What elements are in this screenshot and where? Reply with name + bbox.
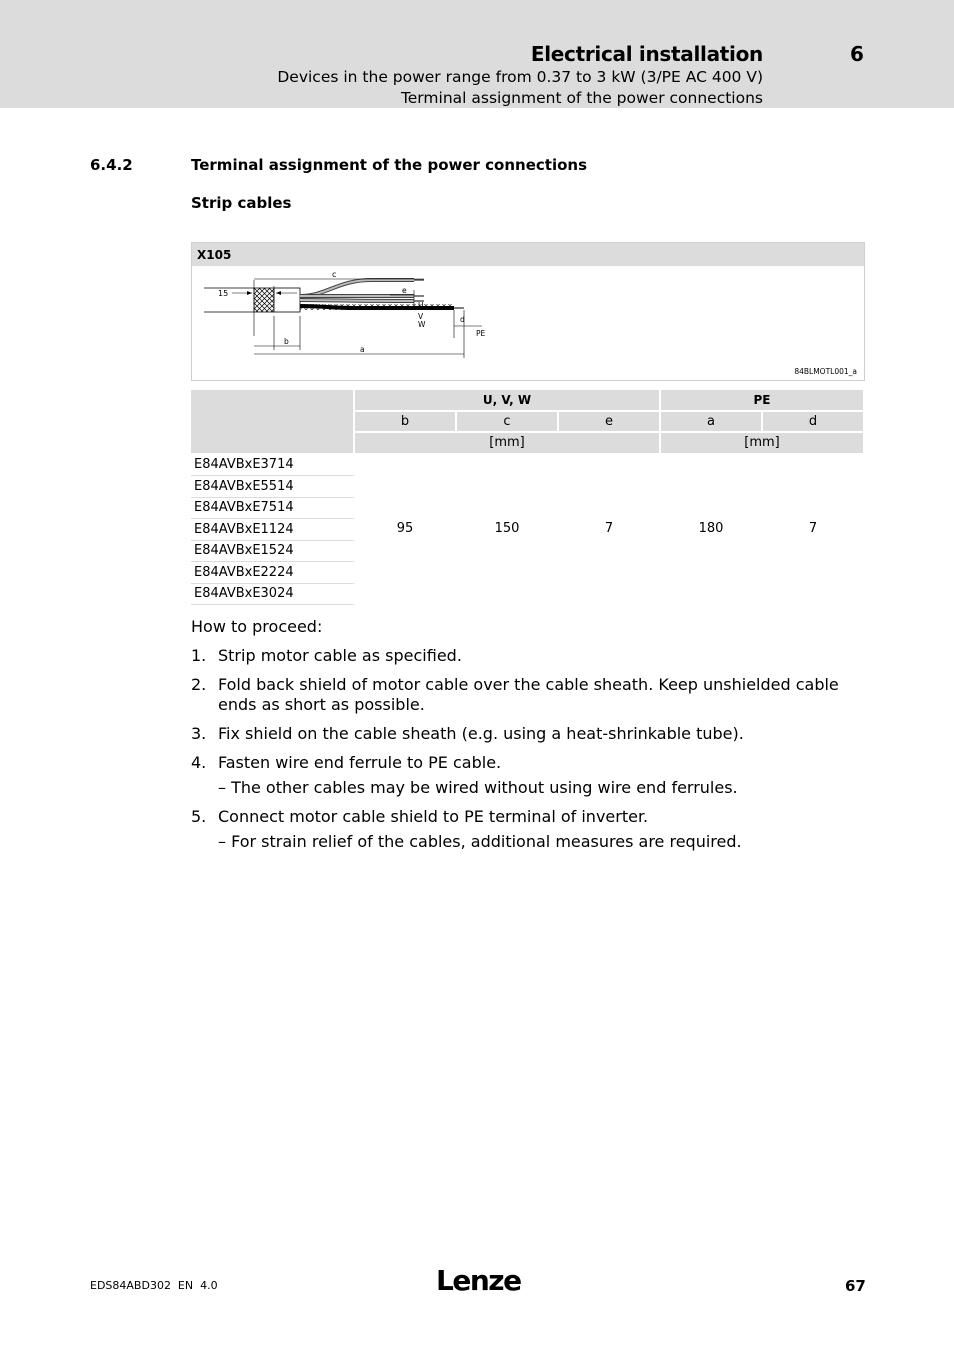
lenze-logo: Lenze	[436, 1264, 521, 1297]
value-b: 95	[355, 455, 457, 606]
label-pe: PE	[476, 329, 486, 338]
header-subtitle: Devices in the power range from 0.37 to 3 kW (3/PE AC 400 V)	[277, 68, 763, 86]
label-u: U	[418, 301, 424, 310]
col-d: d	[763, 412, 865, 434]
figure-label: X105	[192, 243, 864, 266]
device-row: E84AVBxE1124	[191, 519, 355, 541]
label-w: W	[418, 320, 426, 329]
chapter-number: 6	[850, 42, 864, 66]
procedure-steps	[191, 646, 865, 861]
header-subtitle-2: Terminal assignment of the power connections	[400, 89, 763, 107]
cable-strip-figure	[191, 242, 865, 381]
section-title: Terminal assignment of the power connections	[191, 156, 587, 174]
dim-15: 15	[218, 289, 229, 298]
chapter-title: Electrical installation	[530, 42, 763, 66]
device-row: E84AVBxE7514	[191, 498, 355, 520]
dim-b: b	[284, 337, 289, 346]
value-d: 7	[763, 455, 865, 606]
value-e: 7	[559, 455, 661, 606]
dim-d: d	[460, 315, 465, 324]
step-note: – For strain relief of the cables, additional measures are required.	[218, 832, 742, 851]
col-a: a	[661, 412, 763, 434]
unit-pe: [mm]	[661, 433, 865, 455]
step-item: 1. Strip motor cable as specified.	[191, 646, 462, 665]
value-a: 180	[661, 455, 763, 606]
label-v: V	[418, 312, 424, 321]
device-row: E84AVBxE1524	[191, 541, 355, 563]
figure-reference: 84BLMOTL001_a	[794, 367, 857, 376]
strip-length-table	[191, 390, 865, 605]
document-id: EDS84ABD302 EN 4.0	[90, 1279, 218, 1292]
dim-c: c	[332, 270, 337, 279]
group-pe: PE	[661, 390, 865, 412]
col-c: c	[457, 412, 559, 434]
step-item: 3. Fix shield on the cable sheath (e.g. using a heat-shrinkable tube).	[191, 724, 744, 743]
device-row: E84AVBxE3714	[191, 455, 355, 477]
cable-diagram	[192, 266, 864, 380]
procedure-intro: How to proceed:	[191, 617, 323, 636]
group-uvw: U, V, W	[355, 390, 661, 412]
value-c: 150	[457, 455, 559, 606]
table-corner	[191, 390, 355, 455]
dim-e: e	[402, 286, 407, 295]
step-item: 4. Fasten wire end ferrule to PE cable. – The other cables may be wired without using wire end ferrules.	[191, 753, 865, 798]
col-b: b	[355, 412, 457, 434]
step-item: 2. Fold back shield of motor cable over the cable sheath. Keep unshielded cable ends as short as possible.	[191, 675, 839, 714]
step-item: 5. Connect motor cable shield to PE terminal of inverter. – For strain relief of the cables, additional measures are required.	[191, 807, 865, 852]
section-number: 6.4.2	[90, 156, 133, 174]
device-row: E84AVBxE2224	[191, 562, 355, 584]
page-number: 67	[845, 1277, 866, 1295]
device-row: E84AVBxE3024	[191, 584, 355, 606]
step-note: – The other cables may be wired without using wire end ferrules.	[218, 778, 738, 797]
sub-title: Strip cables	[191, 194, 292, 212]
unit-uvw: [mm]	[355, 433, 661, 455]
device-row: E84AVBxE5514	[191, 476, 355, 498]
col-e: e	[559, 412, 661, 434]
dim-a: a	[360, 345, 365, 354]
